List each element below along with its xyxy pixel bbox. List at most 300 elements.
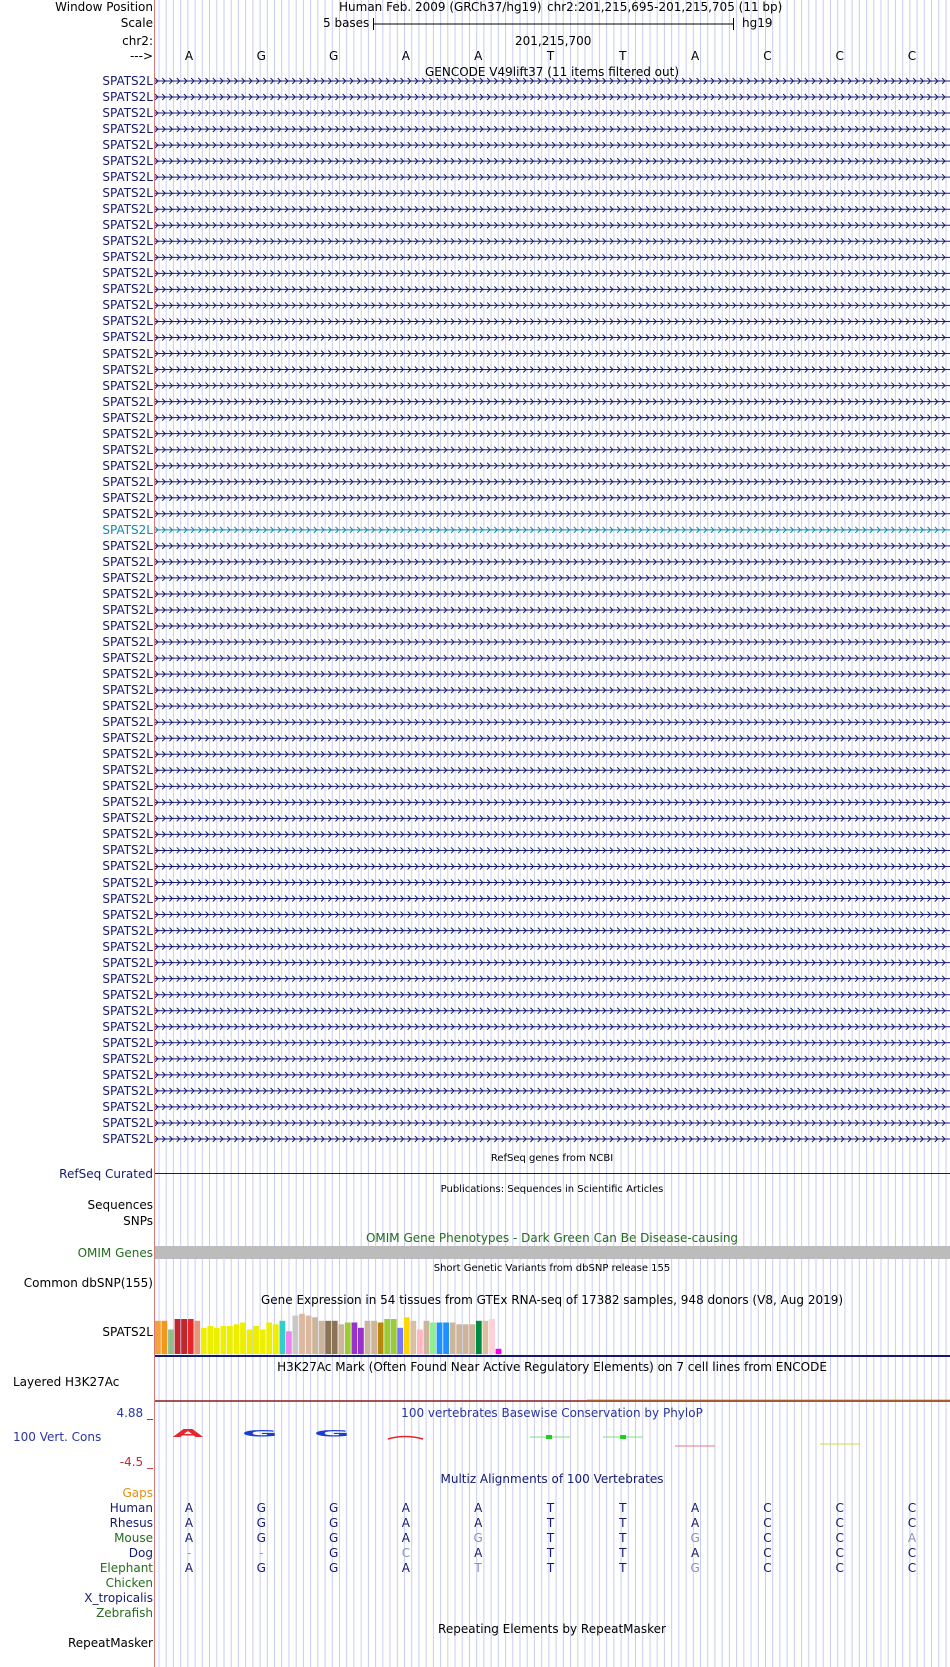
multiz-base: T <box>546 1516 555 1530</box>
gencode-gene-label[interactable]: SPATS2L <box>102 138 153 153</box>
multiz-species-label[interactable]: Zebrafish <box>96 1606 153 1620</box>
gencode-transcript <box>155 719 950 725</box>
gencode-transcript <box>155 447 950 453</box>
gencode-gene-label[interactable]: SPATS2L <box>102 635 153 650</box>
gtex-tissue-bar <box>489 1319 495 1354</box>
multiz-base: G <box>473 1531 483 1545</box>
gencode-gene-label[interactable]: SPATS2L <box>102 1019 153 1034</box>
gtex-tissue-bar <box>365 1321 371 1354</box>
multiz-base: T <box>619 1546 627 1560</box>
gtex-tissue-bar <box>227 1326 233 1354</box>
gencode-transcript <box>155 831 950 837</box>
multiz-base: A <box>907 1531 917 1545</box>
gencode-transcript <box>155 110 950 116</box>
gencode-gene-label[interactable]: SPATS2L <box>102 1131 153 1146</box>
gencode-transcript <box>155 286 950 292</box>
gencode-transcript <box>155 334 950 340</box>
gencode-gene-label[interactable]: SPATS2L <box>102 875 153 890</box>
gencode-transcript <box>155 799 950 805</box>
phylop-label[interactable]: 100 Vert. Cons <box>13 1430 102 1444</box>
gtex-tissue-bar <box>175 1319 181 1354</box>
gtex-tissue-bar <box>306 1316 312 1355</box>
gencode-gene-label[interactable]: SPATS2L <box>102 715 153 730</box>
gencode-gene-label[interactable]: SPATS2L <box>102 827 153 842</box>
gtex-tissue-bar <box>188 1319 194 1354</box>
publications-title[interactable]: Publications: Sequences in Scientific Articles <box>440 1184 664 1195</box>
gencode-gene-label[interactable]: SPATS2L <box>102 378 153 393</box>
gencode-gene-label[interactable]: SPATS2L <box>102 619 153 634</box>
gtex-tissue-bar <box>443 1323 449 1355</box>
gencode-gene-label[interactable]: SPATS2L <box>102 490 153 505</box>
gencode-gene-label[interactable]: SPATS2L <box>102 1003 153 1018</box>
gencode-gene-label[interactable]: SPATS2L <box>102 410 153 425</box>
gencode-gene-label[interactable]: SPATS2L <box>102 971 153 986</box>
gencode-gene-label[interactable]: SPATS2L <box>102 362 153 377</box>
multiz-base: A <box>690 1546 700 1560</box>
refseq-label[interactable]: RefSeq Curated <box>59 1167 153 1181</box>
gencode-transcript <box>155 575 950 581</box>
gencode-gene-label[interactable]: SPATS2L <box>102 731 153 746</box>
gtex-tissue-bar <box>234 1324 240 1354</box>
gencode-transcript <box>155 912 950 918</box>
multiz-base: A <box>184 1561 194 1575</box>
dbsnp-title[interactable]: Short Genetic Variants from dbSNP release 155 <box>433 1263 671 1274</box>
gencode-gene-label[interactable]: SPATS2L <box>102 1083 153 1098</box>
base-letter: A <box>401 49 410 63</box>
svg-text:G: G <box>313 1428 351 1439</box>
refseq-line[interactable] <box>155 1173 950 1174</box>
gencode-transcript <box>155 863 950 869</box>
multiz-base: A <box>401 1501 410 1515</box>
gencode-gene-label[interactable]: SPATS2L <box>102 1099 153 1114</box>
multiz-title[interactable]: Multiz Alignments of 100 Vertebrates <box>440 1472 664 1486</box>
gencode-transcript <box>155 655 950 661</box>
gencode-gene-label[interactable]: SPATS2L <box>102 651 153 666</box>
multiz-base: A <box>184 1531 194 1545</box>
gencode-gene-label[interactable]: SPATS2L <box>102 170 153 185</box>
multiz-base: T <box>546 1531 555 1545</box>
gencode-gene-label[interactable]: SPATS2L <box>102 314 153 329</box>
gencode-transcript <box>155 1072 950 1078</box>
gencode-gene-label[interactable]: SPATS2L <box>102 891 153 906</box>
gencode-transcript <box>155 607 950 613</box>
gtex-tissue-bar <box>207 1326 213 1354</box>
gencode-transcript <box>155 847 950 853</box>
gtex-tissue-bar <box>430 1323 436 1355</box>
gtex-tissue-bar <box>338 1324 344 1354</box>
gencode-gene-label[interactable]: SPATS2L <box>102 90 153 105</box>
gtex-tissue-bar <box>397 1328 403 1354</box>
multiz-base: C <box>763 1561 772 1575</box>
gtex-tissue-bar <box>266 1323 272 1355</box>
gencode-gene-label[interactable]: SPATS2L <box>102 859 153 874</box>
gtex-tissue-bar <box>247 1330 253 1355</box>
gtex-bar-chart[interactable] <box>155 1306 950 1356</box>
multiz-species-label[interactable]: Human <box>109 1501 153 1515</box>
gencode-transcript <box>155 415 950 421</box>
phylop-logo[interactable] <box>155 1420 950 1460</box>
gencode-gene-label[interactable]: SPATS2L <box>102 506 153 521</box>
gtex-tissue-bar <box>240 1323 246 1355</box>
publications-snps-label[interactable]: SNPs <box>123 1214 153 1228</box>
gencode-transcript <box>155 976 950 982</box>
svg-text:A: A <box>172 1426 204 1440</box>
multiz-base: C <box>763 1531 772 1545</box>
gtex-tissue-bar <box>476 1321 482 1354</box>
multiz-base: G <box>328 1501 339 1515</box>
gencode-gene-label[interactable]: SPATS2L <box>102 442 153 457</box>
gtex-tissue-bar <box>194 1321 200 1354</box>
scale-label: Scale <box>120 16 153 30</box>
gencode-gene-label[interactable]: SPATS2L <box>102 843 153 858</box>
assembly-text: Human Feb. 2009 (GRCh37/hg19) <box>339 0 542 14</box>
base-letter: G <box>256 49 266 63</box>
multiz-base: T <box>474 1561 482 1575</box>
svg-text:G: G <box>241 1428 279 1439</box>
gencode-transcript <box>155 559 950 565</box>
gencode-gene-label[interactable]: SPATS2L <box>102 266 153 281</box>
gencode-gene-label[interactable]: SPATS2L <box>102 602 153 617</box>
gencode-gene-label[interactable]: SPATS2L <box>102 811 153 826</box>
gencode-gene-label[interactable]: SPATS2L <box>102 186 153 201</box>
gencode-transcript <box>155 142 950 148</box>
dbsnp-label[interactable]: Common dbSNP(155) <box>23 1276 153 1290</box>
multiz-base: C <box>763 1546 772 1560</box>
gencode-transcript <box>155 543 950 549</box>
gencode-transcript <box>155 206 950 212</box>
phylop-max-label: 4.88 _ <box>116 1406 153 1420</box>
gtex-tissue-bar <box>496 1349 502 1354</box>
gencode-transcript <box>155 944 950 950</box>
gencode-transcript <box>155 1040 950 1046</box>
gtex-tissue-bar <box>260 1330 266 1355</box>
gencode-gene-label[interactable]: SPATS2L <box>102 586 153 601</box>
multiz-species-label[interactable]: Mouse <box>114 1531 153 1545</box>
multiz-base: A <box>401 1561 410 1575</box>
multiz-species-label[interactable]: Elephant <box>99 1561 153 1575</box>
multiz-base: T <box>619 1531 627 1545</box>
gtex-tissue-bar <box>378 1323 384 1355</box>
gencode-gene-label[interactable]: SPATS2L <box>102 683 153 698</box>
gtex-tissue-bar <box>168 1330 174 1355</box>
gencode-transcript <box>155 254 950 260</box>
multiz-species-label[interactable]: Chicken <box>105 1576 153 1590</box>
multiz-base: C <box>907 1561 917 1575</box>
multiz-base: A <box>184 1516 194 1530</box>
multiz-base: C <box>763 1501 772 1515</box>
repeatmasker-title[interactable]: Repeating Elements by RepeatMasker <box>438 1622 666 1636</box>
multiz-gaps-label[interactable]: Gaps <box>122 1486 153 1500</box>
publications-sequences-label[interactable]: Sequences <box>87 1198 153 1212</box>
gencode-gene-label[interactable]: SPATS2L <box>102 1051 153 1066</box>
gencode-gene-label[interactable]: SPATS2L <box>102 458 153 473</box>
gtex-tissue-bar <box>371 1321 377 1354</box>
gencode-transcript <box>155 591 950 597</box>
gencode-transcript <box>155 174 950 180</box>
gencode-gene-label[interactable]: SPATS2L <box>102 106 153 121</box>
base-letter: A <box>474 49 483 63</box>
gencode-gene-label[interactable]: SPATS2L <box>102 154 153 169</box>
gencode-transcript <box>155 367 950 373</box>
base-letter: G <box>328 49 339 63</box>
gencode-transcript <box>155 639 950 645</box>
refseq-title[interactable]: RefSeq genes from NCBI <box>490 1153 614 1164</box>
gtex-tissue-bar <box>221 1326 227 1354</box>
gencode-transcript <box>155 880 950 886</box>
multiz-base: G <box>256 1561 266 1575</box>
gencode-transcript <box>155 815 950 821</box>
multiz-base: G <box>690 1531 700 1545</box>
chr-label: chr2: <box>122 34 153 48</box>
multiz-base: A <box>474 1501 483 1515</box>
phylop-min-label: -4.5 _ <box>119 1455 153 1469</box>
gencode-transcript <box>155 302 950 308</box>
multiz-base: G <box>256 1531 266 1545</box>
gencode-transcript <box>155 623 950 629</box>
gencode-transcript <box>155 399 950 405</box>
gtex-tissue-bar <box>424 1321 430 1354</box>
gencode-transcript <box>155 1136 950 1142</box>
gtex-tissue-bar <box>332 1321 338 1354</box>
multiz-base: T <box>546 1501 555 1515</box>
multiz-base: A <box>401 1516 410 1530</box>
gtex-tissue-bar <box>325 1321 331 1354</box>
gencode-gene-label[interactable]: SPATS2L <box>102 747 153 762</box>
multiz-base: C <box>835 1561 844 1575</box>
gencode-transcript <box>155 896 950 902</box>
coord-text: 201,215,700 <box>515 34 592 48</box>
multiz-base: - <box>259 1546 264 1560</box>
gtex-tissue-bar <box>162 1321 168 1354</box>
gtex-tissue-bar <box>391 1319 397 1354</box>
gencode-title[interactable]: GENCODE V49lift37 (11 items filtered out) <box>424 65 680 79</box>
gencode-gene-label[interactable]: SPATS2L <box>102 234 153 249</box>
gtex-tissue-bar <box>352 1323 358 1355</box>
multiz-base: G <box>690 1561 700 1575</box>
multiz-base: A <box>474 1516 483 1530</box>
multiz-species-label[interactable]: Rhesus <box>109 1516 153 1530</box>
gtex-tissue-bar <box>404 1317 410 1354</box>
gencode-transcript <box>155 751 950 757</box>
multiz-base: G <box>328 1546 339 1560</box>
multiz-species-label[interactable]: X_tropicalis <box>84 1591 153 1605</box>
gencode-gene-label[interactable]: SPATS2L <box>102 202 153 217</box>
gencode-gene-label[interactable]: SPATS2L <box>102 923 153 938</box>
gencode-transcript <box>155 1056 950 1062</box>
gtex-tissue-bar <box>410 1321 416 1354</box>
gtex-title[interactable]: Gene Expression in 54 tissues from GTEx RNA-seq of 17382 samples, 948 donors (V8, Aug 2019) <box>260 1293 844 1307</box>
h3k27ac-signal[interactable] <box>155 1398 950 1404</box>
gtex-tissue-bar <box>299 1314 305 1354</box>
gencode-transcript <box>155 78 950 84</box>
gencode-transcript <box>155 463 950 469</box>
gencode-transcript <box>155 383 950 389</box>
gencode-gene-label[interactable]: SPATS2L <box>102 907 153 922</box>
gencode-transcript <box>155 1024 950 1030</box>
gtex-tissue-bar <box>437 1323 443 1355</box>
multiz-base: C <box>835 1501 844 1515</box>
gtex-baseline <box>155 1355 950 1357</box>
gencode-transcript <box>155 190 950 196</box>
gencode-gene-label[interactable]: SPATS2L <box>102 474 153 489</box>
gencode-gene-label[interactable]: SPATS2L <box>102 667 153 682</box>
position-text: chr2:201,215,695-201,215,705 (11 bp) <box>547 0 783 14</box>
gencode-gene-label[interactable]: SPATS2L <box>102 699 153 714</box>
multiz-species-label[interactable]: Dog <box>128 1546 153 1560</box>
gtex-tissue-bar <box>214 1328 220 1354</box>
gencode-transcript <box>155 158 950 164</box>
gencode-gene-label[interactable]: SPATS2L <box>102 74 153 88</box>
base-letter: T <box>546 49 555 63</box>
gencode-gene-label[interactable]: SPATS2L <box>102 554 153 569</box>
gencode-gene-label[interactable]: SPATS2L <box>102 1067 153 1082</box>
gencode-gene-label[interactable]: SPATS2L <box>102 522 153 537</box>
gencode-transcript <box>155 431 950 437</box>
multiz-base: C <box>835 1546 844 1560</box>
gencode-gene-label[interactable]: SPATS2L <box>102 426 153 441</box>
multiz-base: C <box>835 1531 844 1545</box>
gencode-transcript <box>155 1104 950 1110</box>
gtex-tissue-bar <box>483 1321 489 1354</box>
omim-title[interactable]: OMIM Gene Phenotypes - Dark Green Can Be Disease-causing <box>365 1231 739 1245</box>
gencode-gene-label[interactable]: SPATS2L <box>102 795 153 810</box>
gtex-tissue-bar <box>253 1326 259 1354</box>
gencode-transcript <box>155 687 950 693</box>
gtex-tissue-bar <box>463 1324 469 1354</box>
gtex-tissue-bar <box>181 1319 187 1354</box>
gencode-gene-label[interactable]: SPATS2L <box>102 987 153 1002</box>
gencode-transcript <box>155 928 950 934</box>
multiz-base: T <box>546 1546 555 1560</box>
multiz-base: C <box>835 1516 844 1530</box>
multiz-base: A <box>690 1501 700 1515</box>
multiz-base: A <box>184 1501 194 1515</box>
gencode-gene-label[interactable]: SPATS2L <box>102 218 153 233</box>
gencode-gene-label[interactable]: SPATS2L <box>102 763 153 778</box>
multiz-base: T <box>619 1501 627 1515</box>
multiz-base: G <box>256 1516 266 1530</box>
gtex-tissue-bar <box>456 1324 462 1354</box>
gtex-tissue-bar <box>273 1324 279 1354</box>
multiz-base: G <box>328 1561 339 1575</box>
gtex-tissue-bar <box>312 1317 318 1354</box>
scale-text: 5 bases <box>323 16 370 30</box>
gencode-gene-label[interactable]: SPATS2L <box>102 570 153 585</box>
gencode-transcript <box>155 238 950 244</box>
base-letter: T <box>619 49 627 63</box>
strand-arrow-label: ---> <box>129 49 153 63</box>
gencode-transcript <box>155 511 950 517</box>
gencode-transcript <box>155 126 950 132</box>
gencode-gene-label[interactable]: SPATS2L <box>102 122 153 137</box>
gencode-gene-label[interactable]: SPATS2L <box>102 250 153 265</box>
gencode-gene-label[interactable]: SPATS2L <box>102 330 153 345</box>
gtex-label[interactable]: SPATS2L <box>102 1325 153 1339</box>
omim-label[interactable]: OMIM Genes <box>77 1246 153 1260</box>
gencode-gene-label[interactable]: SPATS2L <box>102 939 153 954</box>
repeatmasker-label[interactable]: RepeatMasker <box>67 1636 153 1650</box>
gencode-transcript <box>155 767 950 773</box>
base-letter: C <box>907 49 917 63</box>
gtex-tissue-bar <box>450 1323 456 1355</box>
gencode-gene-label[interactable]: SPATS2L <box>102 1115 153 1130</box>
gencode-transcript <box>155 351 950 357</box>
gencode-transcript <box>155 479 950 485</box>
gtex-tissue-bar <box>201 1328 207 1354</box>
gtex-tissue-bar <box>155 1321 161 1354</box>
gencode-transcript <box>155 703 950 709</box>
gencode-gene-label[interactable]: SPATS2L <box>102 298 153 313</box>
base-letter: C <box>763 49 772 63</box>
gtex-tissue-bar <box>469 1324 475 1354</box>
gencode-transcript <box>155 222 950 228</box>
multiz-base: C <box>763 1516 772 1530</box>
gencode-gene-label[interactable]: SPATS2L <box>102 346 153 361</box>
db-text: hg19 <box>742 16 773 30</box>
track-labels-column <box>0 0 155 1667</box>
base-letter: C <box>835 49 844 63</box>
multiz-base: - <box>186 1546 192 1560</box>
base-letter: A <box>184 49 194 63</box>
gencode-transcript <box>155 960 950 966</box>
multiz-base: C <box>907 1501 917 1515</box>
gencode-transcript <box>155 735 950 741</box>
multiz-base: A <box>401 1531 410 1545</box>
omim-feature-bar[interactable] <box>155 1246 950 1259</box>
window-position-label: Window Position <box>55 0 153 14</box>
gtex-tissue-bar <box>286 1331 292 1354</box>
gencode-gene-label[interactable]: SPATS2L <box>102 779 153 794</box>
gencode-gene-label[interactable]: SPATS2L <box>102 282 153 297</box>
multiz-base: T <box>619 1561 627 1575</box>
gencode-transcript <box>155 1008 950 1014</box>
multiz-base: A <box>690 1516 700 1530</box>
gtex-tissue-bar <box>280 1321 286 1354</box>
gtex-tissue-bar <box>293 1316 299 1355</box>
gtex-tissue-bar <box>417 1330 423 1355</box>
multiz-base: G <box>256 1501 266 1515</box>
gencode-transcript <box>155 1088 950 1094</box>
gtex-tissue-bar <box>319 1321 325 1354</box>
multiz-base: C <box>907 1546 917 1560</box>
gencode-transcript <box>155 94 950 100</box>
gencode-transcript <box>155 992 950 998</box>
multiz-base: C <box>401 1546 411 1560</box>
multiz-base: T <box>619 1516 627 1530</box>
gtex-tissue-bar <box>345 1323 351 1355</box>
gencode-transcript <box>155 527 950 533</box>
gencode-gene-label[interactable]: SPATS2L <box>102 955 153 970</box>
gtex-tissue-bar <box>384 1319 390 1354</box>
multiz-base: G <box>328 1531 339 1545</box>
gencode-gene-label[interactable]: SPATS2L <box>102 1035 153 1050</box>
h3k27ac-label[interactable]: Layered H3K27Ac <box>13 1375 120 1389</box>
base-letter: A <box>690 49 700 63</box>
gencode-transcript <box>155 783 950 789</box>
gencode-transcripts[interactable] <box>155 0 950 1160</box>
gencode-transcript <box>155 1120 950 1126</box>
gencode-gene-label[interactable]: SPATS2L <box>102 538 153 553</box>
gencode-transcript <box>155 495 950 501</box>
h3k27ac-title[interactable]: H3K27Ac Mark (Often Found Near Active Regulatory Elements) on 7 cell lines from ENCODE <box>277 1360 827 1374</box>
multiz-base: T <box>546 1561 555 1575</box>
multiz-base: A <box>474 1546 483 1560</box>
multiz-base: C <box>907 1516 917 1530</box>
gencode-transcript <box>155 318 950 324</box>
browser-track-image[interactable] <box>155 0 950 1667</box>
gencode-gene-label[interactable]: SPATS2L <box>102 394 153 409</box>
phylop-title[interactable]: 100 vertebrates Basewise Conservation by PhyloP <box>401 1406 703 1420</box>
